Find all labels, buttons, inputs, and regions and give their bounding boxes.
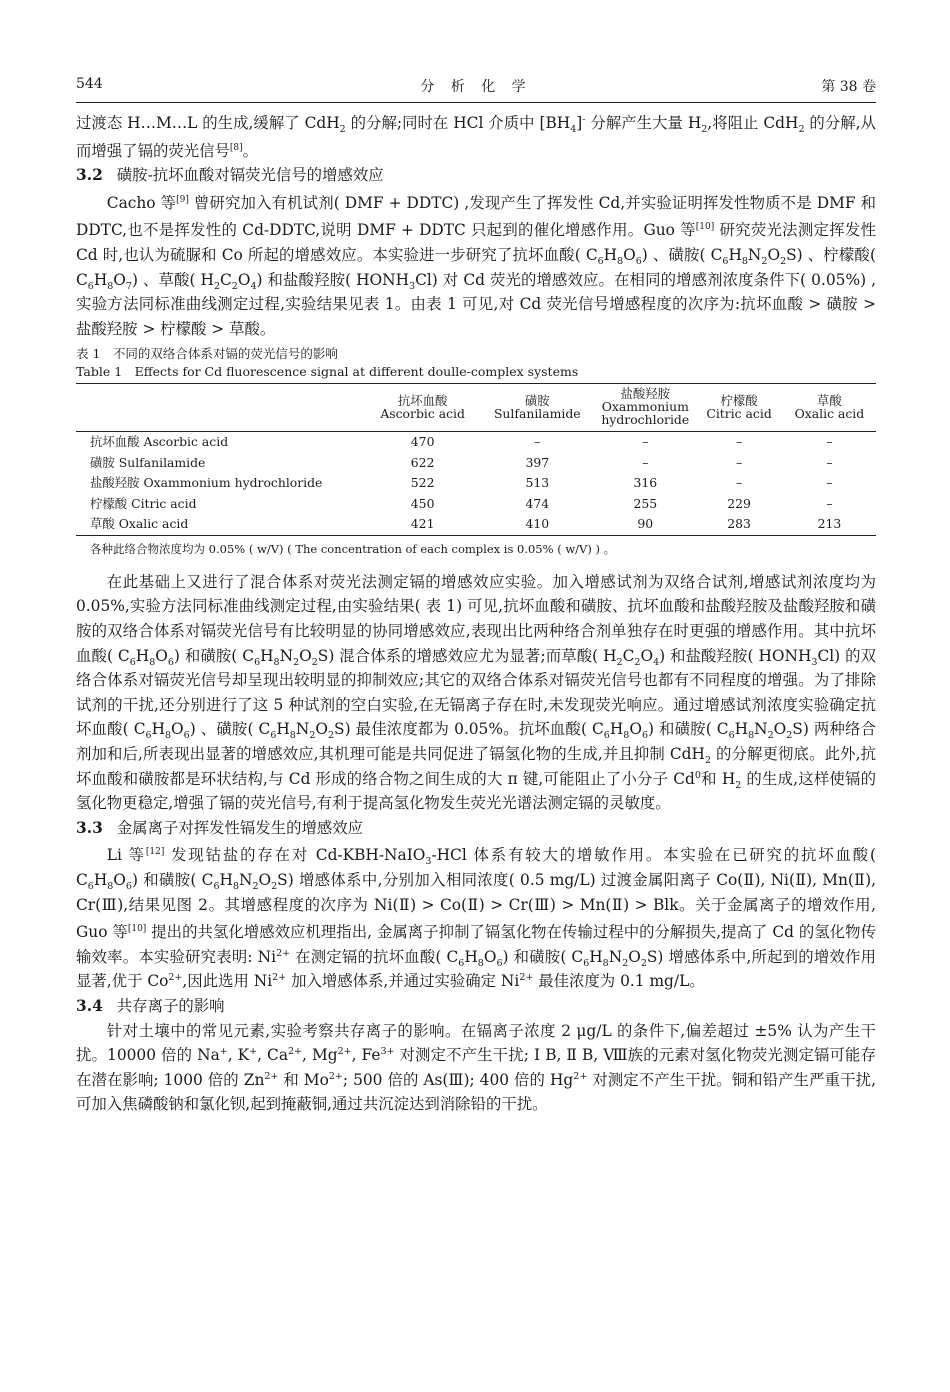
citation: [10] bbox=[695, 222, 715, 233]
row-label: 磺胺 Sulfanilamide bbox=[90, 454, 206, 470]
table-cell: 410 bbox=[479, 514, 595, 535]
table-cell: 421 bbox=[366, 514, 479, 535]
table-cell: 470 bbox=[410, 434, 435, 450]
running-header bbox=[76, 70, 876, 98]
table-cell: 213 bbox=[783, 514, 876, 535]
section-heading-3-3: 3.3 金属离子对挥发性镉发生的增感效应 bbox=[76, 818, 364, 837]
page bbox=[76, 70, 876, 1117]
table-row bbox=[76, 514, 876, 535]
table-1 bbox=[76, 383, 876, 536]
table-row bbox=[76, 473, 876, 494]
section-heading-3-2: 3.2 磺胺-抗坏血酸对镉荧光信号的增感效应 bbox=[76, 166, 384, 185]
table-cell: 622 bbox=[410, 454, 435, 470]
citation: [12] bbox=[145, 847, 165, 858]
row-label: 盐酸羟胺 Oxammonium hydrochloride bbox=[90, 475, 323, 491]
column-header: 草酸 Oxalic acid bbox=[783, 384, 876, 432]
row-label: 柠檬酸 Citric acid bbox=[90, 495, 197, 511]
table-header-row bbox=[76, 384, 876, 432]
column-header: 柠檬酸 Citric acid bbox=[695, 384, 783, 432]
volume-label: 第 38 卷 bbox=[821, 79, 876, 95]
table-row bbox=[76, 494, 876, 515]
row-label: 草酸 Oxalic acid bbox=[76, 514, 366, 535]
table-cell: 397 bbox=[525, 454, 550, 470]
table-cell: 316 bbox=[633, 475, 658, 491]
table-cell: – bbox=[735, 475, 743, 491]
paragraph-mixed-system: 在此基础上又进行了混合体系对荧光法测定镉的增感效应实验。加入增感试剂为双络合试剂,增感试剂浓度均为 0.05%,实验方法同标准曲线测定过程,由实验结果( 表 1) 可见,抗坏血酸和磺胺、抗坏血酸和盐酸羟胺及盐酸羟胺和磺胺的双络合体系对镉荧光信号有比较明显的协同增感效应,表现出比两种络合剂单独存在时更强的增感作用。其中抗坏血酸( $C_6H_8O_6$) 和磺胺( $C_6H_8N_2O_2S$) 混合体系的增感效应尤为显著;而草酸( $H_2C_2O_4$) 和盐酸羟胺( $HONH_3Cl$) 的双络合体系对镉荧光信号却呈现出较明显的抑制效应;其它的双络合体系对镉荧光信号也都有不同程度的增强。为了排除试剂的干扰,还分别进行了这 5 种试剂的空白实验,在无镉离子存在时,未发现荧光响应。通过增感试剂浓度实验确定抗坏血酸( $C_6H_8O_6$) 、磺胺( $C_6H_8N_2O_2S$) 最佳浓度都为 0.05%。抗坏血酸( $C_6H_8O_6$) 和磺胺( $C_6H_8N_2O_2S$) 两种络合剂加和后,所表现出显著的增感效应,其机理可能是共同促进了镉氢化物的生成,并且抑制 CdH$_2$ 的分解更彻底。此外,抗坏血酸和磺胺都是环状结构,与 Cd 形成的络合物之间生成的大 π 键,可能阻止了小分子 Cd$^0$和 $H_2$ 的生成,这样使镉的氢化物更稳定,增强了镉的荧光信号,有利于提高氢化物发生荧光光谱法测定镉的灵敏度。 bbox=[76, 572, 876, 813]
citation: [9] bbox=[176, 194, 189, 205]
table-cell: 229 bbox=[727, 495, 751, 511]
column-header: 抗坏血酸 Ascorbic acid bbox=[366, 384, 479, 432]
table-cell: – bbox=[826, 495, 833, 511]
page-number: 544 bbox=[76, 76, 103, 92]
row-label: 抗坏血酸 Ascorbic acid bbox=[90, 434, 229, 450]
table-cell: 90 bbox=[595, 514, 695, 535]
table-header-corner bbox=[76, 384, 366, 432]
table-cell: – bbox=[642, 434, 649, 450]
table-cell: 474 bbox=[525, 495, 550, 511]
table-cell: – bbox=[826, 454, 833, 470]
paragraph-3-3: Li 等[12] 发现钴盐的存在对 Cd-KBH-NaIO$_3$-HCl 体系有较大的增敏作用。本实验在已研究的抗坏血酸( $C_6H_8O_6$) 和磺胺( $C_6H_8N_2O_2S$) 增感体系中,分别加入相同浓度( 0.5 mg/L) 过渡金属阳离子 Co(Ⅱ), Ni(Ⅱ), Mn(Ⅱ), Cr(Ⅲ),结果见图 2。其增感程度的次序为 Ni(Ⅱ) > Co(Ⅱ) > Cr(Ⅲ) > Mn(Ⅱ) > Blk。关于金属离子的增效作用, Guo 等[10] 提出的共氢化增感效应机理指出, 金属离子抑制了镉氢化物在传输过程中的分解损失,提高了 Cd 的氢化物传输效率。本实验研究表明: $Ni^{2+}$ 在测定镉的抗坏血酸( $C_6H_8O_6$) 和磺胺( $C_6H_8N_2O_2S$) 增感体系中,所起到的增效作用显著,优于 $Co^{2+}$,因此选用 $Ni^{2+}$ 加入增感体系,并通过实验确定 $Ni^{2+}$ 最佳浓度为 0.1 mg/L。 bbox=[76, 846, 876, 991]
citation: [10] bbox=[127, 924, 147, 935]
table-cell: 450 bbox=[410, 495, 435, 511]
table-cell: – bbox=[534, 434, 541, 450]
journal-title: 分 析 化 学 bbox=[420, 79, 532, 95]
table-cell: – bbox=[826, 434, 833, 450]
table-caption-en: Table 1 Effects for Cd fluorescence signal at different doulle-complex systems bbox=[76, 364, 579, 380]
table-cell: – bbox=[735, 454, 743, 470]
table-cell: 522 bbox=[410, 475, 435, 491]
table-row bbox=[76, 453, 876, 474]
table-cell: 283 bbox=[695, 514, 783, 535]
paragraph-3-2: Cacho 等[9] 曾研究加入有机试剂( DMF + DDTC) ,发现产生了挥发性 Cd,并实验证明挥发性物质不是 DMF 和 DDTC,也不是挥发性的 Cd-DDTC,说明 DMF + DDTC 只起到的催化增感作用。Guo 等[10] 研究荧光法测定挥发性 Cd 时,也认为硫脲和 Co 所起的增感效应。本实验进一步研究了抗坏血酸( $C_6H_8O_6$) 、磺胺( $C_6H_8N_2O_2S$) 、柠檬酸( $C_6H_8O_7$) 、草酸( $H_2C_2O_4$) 和盐酸羟胺( $HONH_3Cl$) 对 Cd 荧光的增感效应。在相同的增感剂浓度条件下( 0.05%) ,实验方法同标准曲线测定过程,实验结果见表 1。由表 1 可见,对 Cd 荧光信号增感程度的次序为:抗坏血酸 > 磺胺 > 盐酸羟胺 > 柠檬酸 > 草酸。 bbox=[76, 193, 876, 338]
table-row bbox=[76, 432, 876, 453]
column-header: 磺胺 Sulfanilamide bbox=[479, 384, 595, 432]
paragraph-3-4: 针对土壤中的常见元素,实验考察共存离子的影响。在镉离子浓度 2 μg/L 的条件下,偏差超过 ±5% 认为产生干扰。10000 倍的 Na+, K+, $Ca^{2+}$, $Mg^{2+}$, $Fe^{3+}$ 对测定不产生干扰; Ⅰ B, Ⅱ B, Ⅷ族的元素对氢化物荧光测定镉可能存在潜在影响; 1000 倍的 $Zn^{2+}$ 和 $Mo^{2+}$; 500 倍的 As(Ⅲ); 400 倍的 $Hg^{2+}$ 对测定不产生干扰。铜和铅产生严重干扰,可加入焦磷酸钠和氯化钡,起到掩蔽铜,通过共沉淀达到消除铅的干扰。 bbox=[76, 1021, 876, 1114]
table-cell: – bbox=[642, 454, 649, 470]
column-header: 盐酸羟胺 Oxammonium hydrochloride bbox=[595, 384, 695, 432]
table-cell: 513 bbox=[525, 475, 550, 491]
paragraph-continued: 过渡态 H…M…L 的生成,缓解了 CdH$_2$ 的分解;同时在 HCl 介质中 $[BH_4]^-$ 分解产生大量 $H_2$,将阻止 CdH$_2$ 的分解,从而增强了镉的荧光信号[8]。 bbox=[76, 113, 876, 160]
citation: [8] bbox=[229, 142, 243, 153]
table-cell: – bbox=[735, 434, 743, 450]
table-cell: – bbox=[826, 475, 833, 491]
table-note: 各种此络合物浓度均为 0.05% ( w/V) ( The concentration of each complex is 0.05% ( w/V) ) 。 bbox=[90, 541, 616, 556]
section-heading-3-4: 3.4 共存离子的影响 bbox=[76, 996, 225, 1015]
table-cell: 255 bbox=[633, 495, 658, 511]
table-caption-cn: 表 1 不同的双络合体系对镉的荧光信号的影响 bbox=[76, 346, 338, 362]
